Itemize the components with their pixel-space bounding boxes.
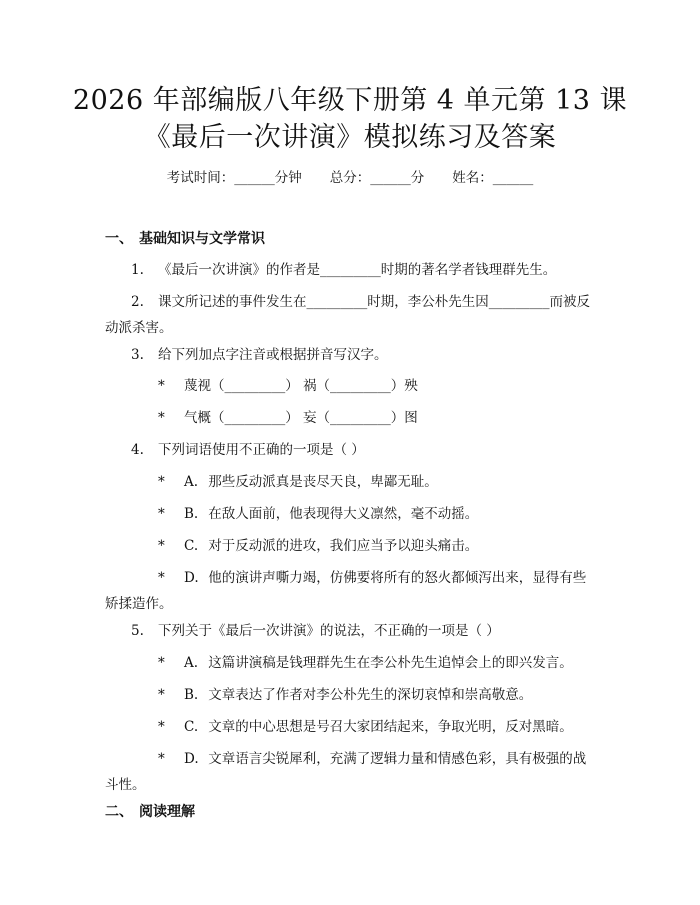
question-text: 下列关于《最后一次讲演》的说法，不正确的一项是（ ）: [158, 623, 500, 639]
option-text: 对于反动派的进攻，我们应当予以迎头痛击。: [208, 538, 479, 554]
exam-score: 总分：______分: [329, 170, 425, 186]
document-title-line-1: 2026 年部编版八年级下册第 4 单元第 13 课: [72, 85, 628, 116]
bullet-star: *: [158, 506, 165, 522]
option-letter: D.: [184, 570, 199, 586]
section-title: 阅读理解: [139, 804, 195, 820]
question-text: 课文所记述的事件发生在_________时期，李公朴先生因_________而被反: [158, 294, 590, 310]
section-title: 基础知识与文学常识: [139, 231, 265, 247]
bullet-star: *: [158, 687, 165, 703]
question-number: 3.: [131, 347, 144, 363]
option-letter: B.: [184, 506, 199, 522]
exam-name: 姓名：______: [452, 170, 534, 186]
section-heading-2: [105, 802, 195, 822]
exam-info: [0, 168, 700, 188]
option-text: 文章表达了作者对李公朴先生的深切哀悼和崇高敬意。: [208, 687, 533, 703]
option-text: 文章语言尖锐犀利，充满了逻辑力量和情感色彩，具有极强的战: [208, 751, 587, 767]
question-text: 给下列加点字注音或根据拼音写汉字。: [158, 347, 388, 363]
option-a: [105, 469, 605, 495]
question-3: [105, 342, 605, 368]
bullet-star: *: [158, 570, 165, 586]
question-4: [105, 437, 605, 463]
option-b: [105, 682, 605, 708]
item-text: 蔑视（_________） 祸（_________）殃: [184, 378, 418, 394]
question-number: 5.: [131, 623, 144, 639]
option-letter: B.: [184, 687, 199, 703]
question-number: 1.: [131, 262, 144, 278]
item-text: 气概（_________） 妄（_________）图: [184, 410, 418, 426]
bullet-star: *: [158, 751, 165, 767]
section-heading-1: [105, 229, 265, 249]
option-text: 文章的中心思想是号召大家团结起来，争取光明，反对黑暗。: [208, 719, 573, 735]
question-5: [105, 618, 605, 644]
option-c: [105, 714, 605, 740]
option-letter: C.: [184, 538, 199, 554]
option-text: 那些反动派真是丧尽天良，卑鄙无耻。: [208, 474, 438, 490]
bullet-star: *: [158, 378, 165, 394]
option-letter: D.: [184, 751, 199, 767]
question-2: [105, 289, 605, 341]
question-text: 下列词语使用不正确的一项是（ ）: [158, 442, 365, 458]
question-3-item: [105, 405, 605, 431]
question-number: 2.: [131, 294, 144, 310]
option-d: [105, 746, 605, 798]
option-text: 在敌人面前，他表现得大义凛然，毫不动摇。: [208, 506, 479, 522]
question-1: [105, 257, 605, 283]
option-text: 这篇讲演稿是钱理群先生在李公朴先生追悼会上的即兴发言。: [208, 655, 573, 671]
option-b: [105, 501, 605, 527]
option-text: 他的演讲声嘶力竭，仿佛要将所有的怒火都倾泻出来，显得有些: [208, 570, 587, 586]
question-number: 4.: [131, 442, 144, 458]
section-number: 二、: [105, 804, 133, 820]
option-letter: A.: [184, 655, 199, 671]
section-number: 一、: [105, 231, 133, 247]
bullet-star: *: [158, 655, 165, 671]
option-text-continued: 斗性。: [105, 777, 146, 793]
question-text: 《最后一次讲演》的作者是_________时期的著名学者钱理群先生。: [158, 262, 557, 278]
option-c: [105, 533, 605, 559]
bullet-star: *: [158, 538, 165, 554]
exam-time: 考试时间：______分钟: [166, 170, 302, 186]
option-letter: C.: [184, 719, 199, 735]
bullet-star: *: [158, 474, 165, 490]
question-3-item: [105, 373, 605, 399]
option-text-continued: 矫揉造作。: [105, 596, 173, 612]
option-a: [105, 650, 605, 676]
bullet-star: *: [158, 410, 165, 426]
option-d: [105, 565, 605, 617]
bullet-star: *: [158, 719, 165, 735]
document-title-line-2: 《最后一次讲演》模拟练习及答案: [143, 122, 557, 153]
question-text-continued: 动派杀害。: [105, 320, 173, 336]
option-letter: A.: [184, 474, 199, 490]
